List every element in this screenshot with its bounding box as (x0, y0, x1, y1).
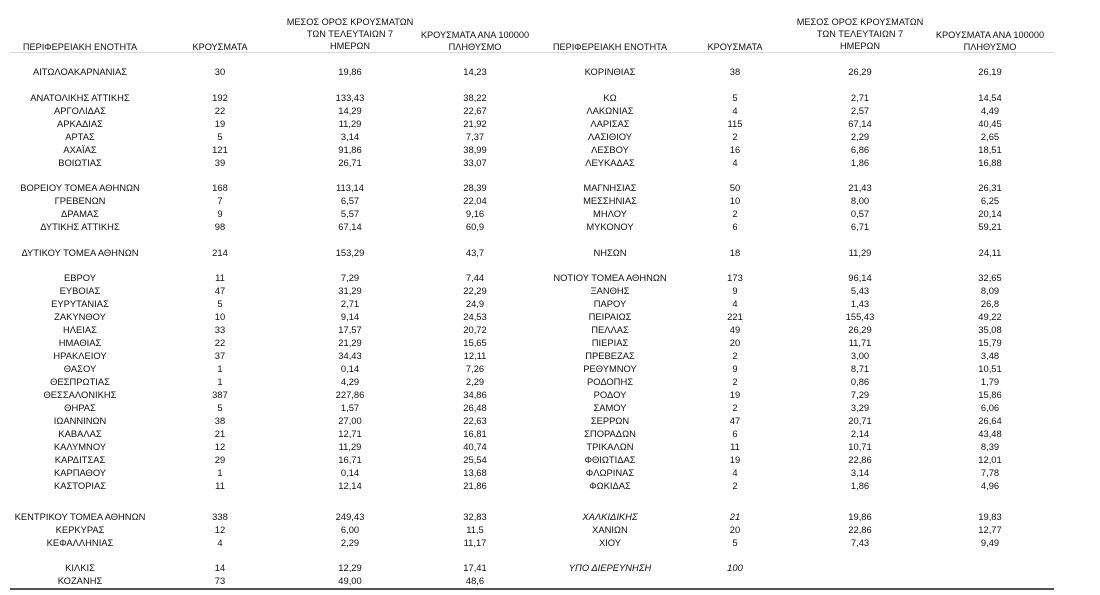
cell-avg7: 10,71 (848, 441, 872, 452)
cell-avg7: 6,86 (850, 144, 870, 155)
cell-cases: 4 (732, 298, 738, 309)
cell-per100k: 9,16 (465, 208, 485, 219)
cell-region: ΞΑΝΘΗΣ (590, 285, 630, 296)
cell-per100k: 4,49 (980, 105, 1000, 116)
header-avg-line3: ΗΜΕΡΩΝ (329, 41, 371, 51)
cell-avg7: 5,43 (850, 285, 870, 296)
cell-per100k: 12,77 (978, 524, 1002, 535)
cell-avg7: 21,29 (338, 337, 362, 348)
cell-avg7: 6,71 (850, 221, 870, 232)
cell-avg7: 21,43 (848, 182, 872, 193)
cell-cases: 9 (732, 363, 738, 374)
cell-cases: 38 (729, 66, 741, 77)
cell-region: ΑΡΤΑΣ (65, 131, 95, 142)
cell-region: ΧΙΟΥ (598, 537, 622, 548)
cell-per100k: 1,79 (980, 376, 1000, 387)
cell-avg7: 11,29 (848, 247, 872, 258)
cell-per100k: 22,67 (463, 105, 487, 116)
cell-per100k: 60,9 (465, 221, 485, 232)
cell-cases: 20 (729, 524, 741, 535)
cell-region: ΕΥΡΥΤΑΝΙΑΣ (51, 298, 109, 309)
cell-avg7: 0,14 (340, 363, 360, 374)
cell-per100k: 7,37 (465, 131, 485, 142)
cell-per100k: 26,19 (978, 66, 1002, 77)
cell-cases: 73 (214, 575, 226, 586)
cell-region: ΚΕΦΑΛΛΗΝΙΑΣ (46, 537, 114, 548)
cell-avg7: 6,57 (340, 195, 360, 206)
cell-cases: 47 (729, 415, 741, 426)
cell-avg7: 0,14 (340, 467, 360, 478)
cell-per100k: 48,6 (465, 575, 485, 586)
cell-cases: 6 (732, 428, 738, 439)
cell-cases: 16 (729, 144, 741, 155)
cell-per100k: 24,53 (463, 311, 487, 322)
cell-avg7: 3,14 (340, 131, 360, 142)
header-per100k-line1: ΚΡΟΥΣΜΑΤΑ ΑΝΑ 100000 (420, 30, 530, 40)
cell-per100k: 3,48 (980, 350, 1000, 361)
cell-cases: 6 (732, 221, 738, 232)
cell-avg7: 0,86 (850, 376, 870, 387)
cell-cases: 12 (214, 524, 226, 535)
cell-avg7: 12,14 (338, 480, 362, 491)
cell-cases: 11 (730, 441, 740, 452)
cell-cases: 5 (217, 298, 223, 309)
cell-per100k: 6,25 (980, 195, 1000, 206)
cell-cases: 221 (727, 311, 743, 322)
header-cases-right: ΚΡΟΥΣΜΑΤΑ (707, 42, 763, 52)
cell-per100k: 22,04 (463, 195, 487, 206)
cell-region: ΚΙΛΚΙΣ (65, 562, 95, 573)
cell-cases: 192 (212, 92, 228, 103)
cell-per100k: 16,81 (463, 428, 487, 439)
cell-cases: 98 (214, 221, 226, 232)
cell-avg7: 17,57 (338, 324, 362, 335)
cell-avg7: 2,57 (850, 105, 870, 116)
cell-cases: 1 (217, 376, 223, 387)
cell-per100k: 32,65 (978, 272, 1002, 283)
cell-cases: 7 (217, 195, 223, 206)
cell-region: ΚΕΝΤΡΙΚΟΥ ΤΟΜΕΑ ΑΘΗΝΩΝ (14, 511, 146, 522)
cell-cases: 14 (214, 562, 226, 573)
cell-avg7: 34,43 (338, 350, 362, 361)
cell-per100k: 7,26 (465, 363, 485, 374)
cell-avg7: 227,86 (335, 389, 365, 400)
cell-region: ΠΕΛΛΑΣ (591, 324, 629, 335)
cell-avg7: 7,29 (340, 272, 360, 283)
header-per100k-line2: ΠΛΗΘΥΣΜΟ (963, 42, 1017, 52)
cell-avg7: 26,29 (848, 66, 872, 77)
cell-region: ΛΑΚΩΝΙΑΣ (586, 105, 634, 116)
cell-per100k: 8,09 (980, 285, 1000, 296)
cell-region: ΣΠΟΡΑΔΩΝ (584, 428, 636, 439)
cell-region: ΜΗΛΟΥ (593, 208, 627, 219)
cell-cases: 2 (732, 131, 738, 142)
cell-region: ΒΟΡΕΙΟΥ ΤΟΜΕΑ ΑΘΗΝΩΝ (20, 182, 140, 193)
cell-cases: 33 (214, 324, 226, 335)
cell-cases: 214 (212, 247, 228, 258)
cell-cases: 20 (729, 337, 741, 348)
cell-avg7: 16,71 (338, 454, 362, 465)
cell-avg7: 49,00 (338, 575, 362, 586)
cell-cases: 168 (212, 182, 228, 193)
cell-region: ΑΡΚΑΔΙΑΣ (57, 118, 103, 129)
cell-per100k: 21,92 (463, 118, 487, 129)
cell-per100k: 33,07 (463, 157, 487, 168)
cell-region: ΕΒΡΟΥ (63, 272, 96, 283)
cell-per100k: 11,5 (466, 524, 484, 535)
cell-region: ΔΥΤΙΚΗΣ ΑΤΤΙΚΗΣ (40, 221, 120, 232)
cell-per100k: 38,22 (463, 92, 487, 103)
cell-cases: 11 (215, 272, 225, 283)
cell-per100k: 10,51 (978, 363, 1002, 374)
header-per100k-line2: ΠΛΗΘΥΣΜΟ (448, 42, 502, 52)
cell-per100k: 8,39 (980, 441, 1000, 452)
cell-region: ΘΑΣΟΥ (63, 363, 97, 374)
cell-cases: 30 (214, 66, 226, 77)
cell-per100k: 25,54 (463, 454, 487, 465)
cell-per100k: 26,64 (978, 415, 1002, 426)
cell-avg7: 3,14 (850, 467, 870, 478)
cell-per100k: 17,41 (463, 562, 487, 573)
cell-avg7: 19,86 (848, 511, 872, 522)
cell-region: ΚΑΡΔΙΤΣΑΣ (54, 454, 106, 465)
cell-region: ΛΑΡΙΣΑΣ (590, 118, 630, 129)
header-region-right: ΠΕΡΙΦΕΡΕΙΑΚΗ ΕΝΟΤΗΤΑ (552, 42, 668, 52)
cell-region: ΓΡΕΒΕΝΩΝ (54, 195, 106, 206)
cell-region: ΦΘΙΩΤΙΔΑΣ (584, 454, 636, 465)
cell-region: ΚΑΣΤΟΡΙΑΣ (53, 480, 107, 491)
cell-per100k: 21,86 (463, 480, 487, 491)
cell-region: ΚΑΡΠΑΘΟΥ (53, 467, 107, 478)
cell-avg7: 1,86 (850, 480, 870, 491)
cell-per100k: 59,21 (978, 221, 1002, 232)
header-per100k-right (920, 29, 1060, 53)
cell-cases: 2 (732, 350, 738, 361)
header-per100k-line1: ΚΡΟΥΣΜΑΤΑ ΑΝΑ 100000 (935, 30, 1045, 40)
header-avg-line2: ΤΩΝ ΤΕΛΕΥΤΑΙΩΝ 7 (306, 29, 394, 39)
cell-cases: 4 (732, 467, 738, 478)
cell-cases: 4 (217, 537, 223, 548)
cell-per100k: 20,72 (463, 324, 487, 335)
cell-per100k: 4,96 (980, 480, 1000, 491)
cell-cases: 100 (727, 562, 743, 573)
cell-region: ΛΑΣΙΘΙΟΥ (587, 131, 633, 142)
header-avg-line1: ΜΕΣΟΣ ΟΡΟΣ ΚΡΟΥΣΜΑΤΩΝ (796, 17, 924, 27)
cell-avg7: 9,14 (340, 311, 360, 322)
cell-cases: 387 (212, 389, 228, 400)
cell-per100k: 40,74 (463, 441, 487, 452)
cell-region: ΦΩΚΙΔΑΣ (589, 480, 631, 491)
cell-cases: 21 (729, 511, 741, 522)
cell-per100k: 9,49 (980, 537, 1000, 548)
cell-cases: 49 (729, 324, 741, 335)
cell-cases: 39 (214, 157, 226, 168)
cell-region: ΤΡΙΚΑΛΩΝ (586, 441, 634, 452)
cell-per100k: 12,01 (978, 454, 1002, 465)
cell-avg7: 12,71 (338, 428, 362, 439)
cell-per100k: 24,11 (978, 247, 1002, 258)
cell-cases: 10 (729, 195, 741, 206)
cell-per100k: 16,88 (978, 157, 1002, 168)
cell-cases: 9 (217, 208, 223, 219)
cell-region: ΑΝΑΤΟΛΙΚΗΣ ΑΤΤΙΚΗΣ (30, 92, 130, 103)
cell-region: ΛΕΣΒΟΥ (591, 144, 629, 155)
cell-per100k: 26,8 (980, 298, 1000, 309)
cell-region: ΧΑΝΙΩΝ (592, 524, 628, 535)
cell-per100k: 22,63 (463, 415, 487, 426)
cell-region: ΣΑΜΟΥ (593, 402, 627, 413)
cell-cases: 5 (217, 402, 223, 413)
cell-cases: 22 (214, 337, 226, 348)
cell-cases: 21 (214, 428, 226, 439)
bottom-rule (10, 588, 1054, 590)
cell-region: ΜΑΓΝΗΣΙΑΣ (583, 182, 637, 193)
header-avg-line3: ΗΜΕΡΩΝ (839, 41, 881, 51)
cell-per100k: 2,65 (980, 131, 1000, 142)
cell-avg7: 5,57 (340, 208, 360, 219)
cell-avg7: 11,29 (338, 118, 362, 129)
cell-region: ΚΟΖΑΝΗΣ (57, 575, 103, 586)
cell-avg7: 11,29 (338, 441, 362, 452)
cell-avg7: 2,71 (340, 298, 360, 309)
cell-per100k: 49,22 (978, 311, 1002, 322)
cell-avg7: 14,29 (338, 105, 362, 116)
cell-region: ΚΕΡΚΥΡΑΣ (55, 524, 105, 535)
cell-cases: 2 (732, 402, 738, 413)
cell-per100k: 22,29 (463, 285, 487, 296)
cell-region: ΠΙΕΡΙΑΣ (591, 337, 629, 348)
cell-region: ΜΕΣΣΗΝΙΑΣ (583, 195, 637, 206)
cell-region: ΚΟΡΙΝΘΙΑΣ (584, 66, 636, 77)
cell-avg7: 22,86 (848, 454, 872, 465)
cell-avg7: 153,29 (335, 247, 365, 258)
cell-cases: 19 (729, 454, 741, 465)
cell-avg7: 96,14 (848, 272, 872, 283)
cell-per100k: 24,9 (465, 298, 485, 309)
cell-region: ΡΟΔΟΥ (593, 389, 627, 400)
cell-cases: 37 (214, 350, 226, 361)
cell-region: ΛΕΥΚΑΔΑΣ (585, 157, 635, 168)
cell-region: ΒΟΙΩΤΙΑΣ (58, 157, 102, 168)
cell-per100k: 19,83 (978, 511, 1002, 522)
cell-cases: 5 (217, 131, 223, 142)
cell-cases: 19 (214, 118, 226, 129)
cell-cases: 1 (217, 467, 223, 478)
cell-region: ΚΩ (603, 92, 617, 103)
cell-avg7: 8,71 (850, 363, 870, 374)
cell-per100k: 6,06 (980, 402, 1000, 413)
cell-avg7: 2,29 (340, 537, 360, 548)
cell-region: ΚΑΒΑΛΑΣ (58, 428, 102, 439)
cell-avg7: 3,29 (850, 402, 870, 413)
cell-region: ΜΥΚΟΝΟΥ (586, 221, 634, 232)
cell-region: ΔΡΑΜΑΣ (61, 208, 99, 219)
cell-region: ΝΟΤΙΟΥ ΤΟΜΕΑ ΑΘΗΝΩΝ (553, 272, 667, 283)
cell-per100k: 35,08 (978, 324, 1002, 335)
header-avg-line2: ΤΩΝ ΤΕΛΕΥΤΑΙΩΝ 7 (816, 29, 904, 39)
cell-avg7: 133,43 (335, 92, 365, 103)
cell-avg7: 7,29 (850, 389, 870, 400)
cell-region: ΗΜΑΘΙΑΣ (58, 337, 102, 348)
cell-avg7: 67,14 (338, 221, 362, 232)
cell-region: ΔΥΤΙΚΟΥ ΤΟΜΕΑ ΑΘΗΝΩΝ (21, 247, 139, 258)
header-per100k-left (405, 29, 545, 53)
cell-region: ΗΡΑΚΛΕΙΟΥ (53, 350, 107, 361)
cell-per100k: 20,14 (978, 208, 1002, 219)
cell-cases: 4 (732, 105, 738, 116)
cell-avg7: 8,00 (850, 195, 870, 206)
cell-region: ΑΡΓΟΛΙΔΑΣ (54, 105, 106, 116)
cell-region: ΑΙΤΩΛΟΑΚΑΡΝΑΝΙΑΣ (32, 66, 128, 77)
cell-avg7: 6,00 (340, 524, 360, 535)
cell-avg7: 2,71 (850, 92, 870, 103)
header-avg-right (790, 16, 930, 52)
cell-cases: 121 (212, 144, 228, 155)
cell-per100k: 12,11 (463, 350, 487, 361)
cell-avg7: 2,14 (850, 428, 870, 439)
cell-per100k: 15,65 (463, 337, 487, 348)
cell-cases: 12 (214, 441, 226, 452)
cell-region: ΣΕΡΡΩΝ (590, 415, 630, 426)
cell-cases: 29 (214, 454, 226, 465)
cell-region: ΗΛΕΙΑΣ (63, 324, 97, 335)
cell-region: ΥΠΟ ΔΙΕΡΕΥΝΗΣΗ (568, 562, 652, 573)
cell-cases: 18 (729, 247, 741, 258)
cell-per100k: 43,48 (978, 428, 1002, 439)
cell-avg7: 67,14 (848, 118, 872, 129)
cell-avg7: 20,71 (848, 415, 872, 426)
cell-region: ΑΧΑΪΑΣ (63, 144, 97, 155)
cell-region: ΘΕΣΠΡΩΤΙΑΣ (50, 376, 110, 387)
header-cases-left: ΚΡΟΥΣΜΑΤΑ (192, 42, 248, 52)
cell-avg7: 1,86 (850, 157, 870, 168)
cell-per100k: 26,48 (463, 402, 487, 413)
cell-cases: 47 (214, 285, 226, 296)
cell-avg7: 91,86 (338, 144, 362, 155)
cell-avg7: 19,86 (338, 66, 362, 77)
cell-cases: 19 (729, 389, 741, 400)
cell-region: ΕΥΒΟΙΑΣ (59, 285, 101, 296)
cell-region: ΠΡΕΒΕΖΑΣ (585, 350, 635, 361)
cell-region: ΖΑΚΥΝΘΟΥ (54, 311, 106, 322)
cell-avg7: 113,14 (336, 182, 364, 193)
cell-region: ΝΗΣΩΝ (593, 247, 627, 258)
cell-cases: 2 (732, 480, 738, 491)
cell-per100k: 2,29 (465, 376, 485, 387)
cell-region: ΙΩΑΝΝΙΝΩΝ (53, 415, 107, 426)
cell-per100k: 15,79 (978, 337, 1002, 348)
cell-cases: 2 (732, 208, 738, 219)
cell-per100k: 18,51 (978, 144, 1002, 155)
cell-cases: 5 (732, 537, 738, 548)
cell-avg7: 2,29 (850, 131, 870, 142)
cell-cases: 1 (217, 363, 223, 374)
cell-avg7: 31,29 (338, 285, 362, 296)
cell-avg7: 12,29 (338, 562, 362, 573)
cell-avg7: 1,43 (850, 298, 870, 309)
cell-per100k: 28,39 (463, 182, 487, 193)
cell-per100k: 7,44 (465, 272, 485, 283)
header-avg-left (280, 16, 420, 52)
cell-per100k: 11,17 (463, 537, 487, 548)
header-avg-line1: ΜΕΣΟΣ ΟΡΟΣ ΚΡΟΥΣΜΑΤΩΝ (286, 17, 414, 27)
cell-avg7: 11,71 (848, 337, 872, 348)
cell-per100k: 43,7 (465, 247, 485, 258)
cell-cases: 115 (727, 118, 743, 129)
cell-cases: 38 (214, 415, 226, 426)
cell-per100k: 34,86 (463, 389, 487, 400)
header-separator (10, 52, 1054, 53)
cell-cases: 50 (729, 182, 741, 193)
cell-region: ΘΕΣΣΑΛΟΝΙΚΗΣ (43, 389, 117, 400)
cell-region: ΚΑΛΥΜΝΟΥ (53, 441, 107, 452)
cell-region: ΘΗΡΑΣ (64, 402, 96, 413)
cell-per100k: 14,23 (463, 66, 487, 77)
cell-avg7: 22,86 (848, 524, 872, 535)
cell-avg7: 7,43 (850, 537, 870, 548)
cell-avg7: 26,29 (848, 324, 872, 335)
cell-region: ΡΕΘΥΜΝΟΥ (583, 363, 637, 374)
cell-region: ΠΕΙΡΑΙΩΣ (588, 311, 632, 322)
cell-cases: 10 (214, 311, 226, 322)
cell-cases: 2 (732, 376, 738, 387)
cell-avg7: 155,43 (845, 311, 875, 322)
cell-region: ΧΑΛΚΙΔΙΚΗΣ (582, 511, 638, 522)
cell-cases: 5 (732, 92, 738, 103)
cell-region: ΠΑΡΟΥ (593, 298, 627, 309)
cell-per100k: 32,83 (463, 511, 487, 522)
cell-cases: 173 (727, 272, 743, 283)
cell-avg7: 0,57 (850, 208, 870, 219)
cell-avg7: 3,00 (850, 350, 870, 361)
cell-cases: 338 (212, 511, 228, 522)
cell-per100k: 38,99 (463, 144, 487, 155)
cell-per100k: 26,31 (978, 182, 1002, 193)
cell-avg7: 4,29 (340, 376, 360, 387)
cell-avg7: 249,43 (335, 511, 365, 522)
header-region-left: ΠΕΡΙΦΕΡΕΙΑΚΗ ΕΝΟΤΗΤΑ (22, 42, 138, 52)
cell-per100k: 15,86 (978, 389, 1002, 400)
cell-avg7: 27,00 (338, 415, 362, 426)
cell-per100k: 40,45 (978, 118, 1002, 129)
cell-avg7: 26,71 (338, 157, 362, 168)
cell-cases: 4 (732, 157, 738, 168)
cell-cases: 11 (215, 480, 225, 491)
cell-per100k: 13,68 (463, 467, 487, 478)
cell-region: ΦΛΩΡΙΝΑΣ (585, 467, 635, 478)
cell-per100k: 7,78 (980, 467, 1000, 478)
cell-cases: 9 (732, 285, 738, 296)
cell-avg7: 1,57 (340, 402, 360, 413)
cell-cases: 22 (214, 105, 226, 116)
cell-region: ΡΟΔΟΠΗΣ (586, 376, 634, 387)
cell-per100k: 14,54 (978, 92, 1002, 103)
